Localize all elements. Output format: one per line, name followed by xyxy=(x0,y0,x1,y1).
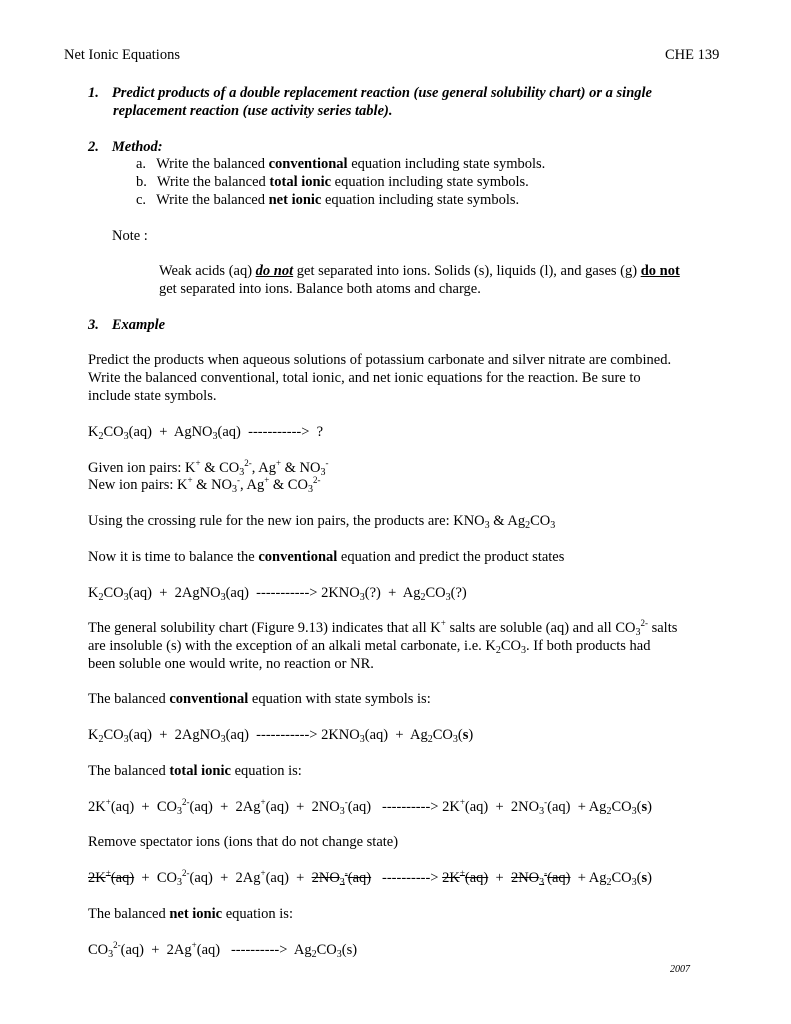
solubility-line-3: been soluble one would write, no reaction or NR. xyxy=(88,656,374,672)
example-para-line-3: include state symbols. xyxy=(88,388,217,404)
total-ionic-heading: The balanced total ionic equation is: xyxy=(88,763,302,779)
method-item-c: c. Write the balanced net ionic equation including state symbols. xyxy=(136,192,520,208)
remove-spectators-line: Remove spectator ions (ions that do not change state) xyxy=(88,834,399,850)
section-1-line-2: replacement reaction (use activity series table). xyxy=(113,103,393,119)
reactants-equation: $K_2CO_3(aq)$ + AgNO$_3$(aq) -----------> ? xyxy=(88,424,324,442)
note-label: Note : xyxy=(112,228,148,244)
header-course: CHE 139 xyxy=(665,47,720,63)
solubility-line-1: The general solubility chart (Figure 9.13) indicates that all K+ salts are soluble (aq) and all $CO_3^{2-}$ salts xyxy=(88,618,678,638)
unbalanced-products-equation: $K_2CO_3(aq)$ + 2AgNO$_3$(aq) -----------> $2KNO_3(?)$ + $Ag_2CO_3(?)$ xyxy=(88,585,467,603)
note-line-2: get separated into ions. Balance both atoms and charge. xyxy=(159,281,481,297)
net-ionic-equation: $CO_3^{2-}(aq) + 2Ag^+(aq)$ ----------> $Ag_2CO_3(s)$ xyxy=(88,940,358,960)
method-item-b: b. Write the balanced total ionic equation including state symbols. xyxy=(136,174,529,190)
section-2-heading: 2. Method: xyxy=(88,139,163,155)
note-line-1: Weak acids (aq) do not get separated into ions. Solids (s), liquids (l), and gases (g) do not xyxy=(159,263,680,279)
solubility-line-2: are insoluble (s) with the exception of an alkali metal carbonate, i.e. $K_2CO_3$. If both products had xyxy=(88,638,651,656)
conventional-equation: $K_2CO_3(aq)$ + 2AgNO$_3$(aq) -----------> $2KNO_3(aq) + Ag_2CO_3(s)$ xyxy=(88,727,474,745)
conventional-heading: The balanced conventional equation with state symbols is: xyxy=(88,691,431,707)
method-item-a: a. Write the balanced conventional equation including state symbols. xyxy=(136,156,546,172)
total-ionic-equation: $2K^+(aq) + CO_3^{2-}(aq) + 2Ag^+(aq) + 2NO_3^-(aq)$ ----------> $2K^+(aq) + 2NO_3^-(aq) + Ag_2CO_3(s)$ xyxy=(88,797,652,817)
new-ion-pairs: New ion pairs: K+ & $NO_3^-$, Ag+ & $CO_3^{2-}$ xyxy=(88,475,321,495)
example-para-line-1: Predict the products when aqueous solutions of potassium carbonate and silver nitrate are combined. xyxy=(88,352,672,368)
balance-instruction: Now it is time to balance the conventional equation and predict the product states xyxy=(88,549,565,565)
footer-year: 2007 xyxy=(670,964,690,975)
given-ion-pairs: Given ion pairs: K+ & $CO_3^{2-}$, Ag+ & $NO_3^-$ xyxy=(88,458,329,478)
section-3-heading: 3. Example xyxy=(88,317,166,333)
spectator-cancelled-equation: $2K^+(aq) + CO_3^{2-}(aq) + 2Ag^+(aq) + 2NO_3^-(aq)$ ----------> $2K^+(aq) + 2NO_3^-(aq) + Ag_2CO_3(s)$ xyxy=(88,868,652,888)
section-1-line-1: 1. Predict products of a double replacement reaction (use general solubility chart) or a single xyxy=(88,85,652,101)
header-title: Net Ionic Equations xyxy=(64,47,180,63)
net-ionic-heading: The balanced net ionic equation is: xyxy=(88,906,293,922)
example-para-line-2: Write the balanced conventional, total ionic, and net ionic equations for the reaction. Be sure to xyxy=(88,370,641,386)
crossing-rule-line: Using the crossing rule for the new ion pairs, the products are: $KNO_3$ & $Ag_2CO_3$ xyxy=(88,513,556,531)
